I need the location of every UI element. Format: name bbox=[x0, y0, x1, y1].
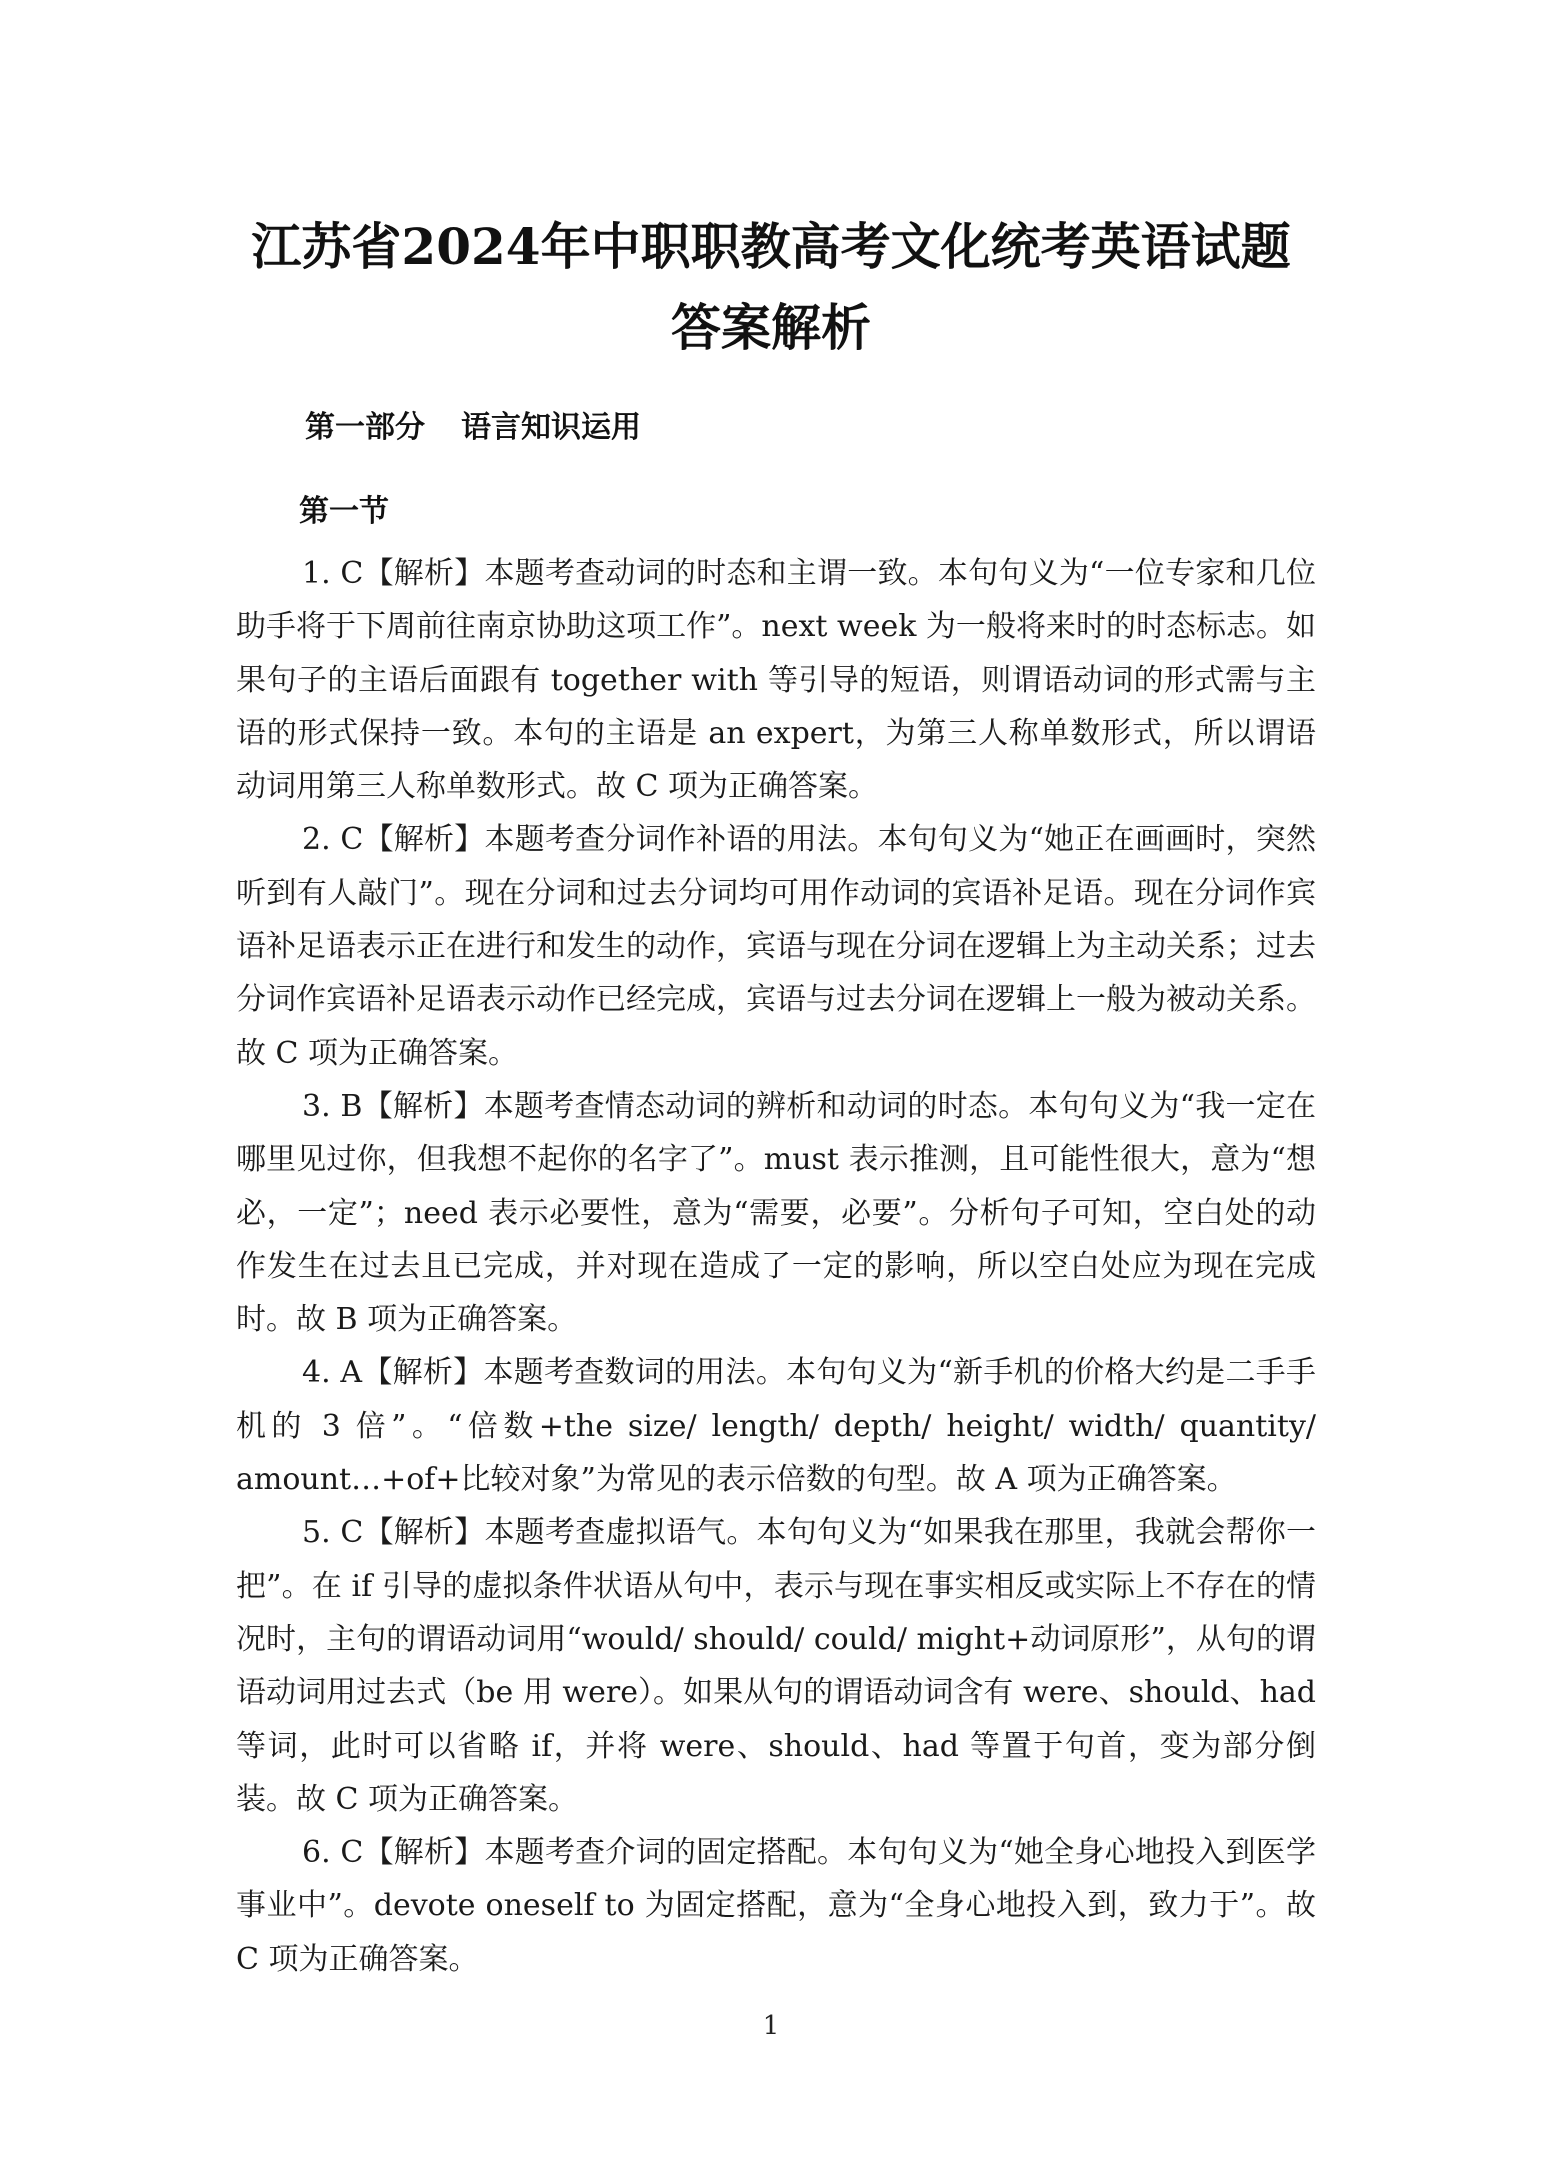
document-title: 江苏省2024年中职职教高考文化统考英语试题 bbox=[251, 217, 1291, 276]
part-heading bbox=[305, 408, 641, 448]
answer-item-5: 5. C【解析】本题考查虚拟语气。本句句义为“如果我在那里，我就会帮你一把”。在 if 引导的虚拟条件状语从句中，表示与现在事实相反或实际上不存在的情况时，主句的谓语动词用“would/ should/ could/ might+动词原形”，从句的谓语动词用过去式（be 用 were）。如果从句的谓语动词含有 were、should、had 等词，此时可以省略 if，并将 were、should、had 等置于句首，变为部分倒装。故 C 项为正确答案。 bbox=[236, 1515, 1316, 1817]
section-heading: 第一节 bbox=[299, 494, 389, 529]
answer-item-2: 2. C【解析】本题考查分词作补语的用法。本句句义为“她正在画画时，突然听到有人敲门”。现在分词和过去分词均可用作动词的宾语补足语。现在分词作宾语补足语表示正在进行和发生的动作，宾语与现在分词在逻辑上为主动关系；过去分词作宾语补足语表示动作已经完成，宾语与过去分词在逻辑上一般为被动关系。故 C 项为正确答案。 bbox=[236, 822, 1316, 1071]
answer-item-4: 4. A【解析】本题考查数词的用法。本句句义为“新手机的价格大约是二手手机的 3 倍”。“倍数+the size/ length/ depth/ height/ width/ quantity/ amount…+of+比较对象”为常见的表示倍数的句型。故 A 项为正确答案。 bbox=[236, 1355, 1316, 1498]
answer-list bbox=[236, 547, 1316, 1986]
answer-item-6: 6. C【解析】本题考查介词的固定搭配。本句句义为“她全身心地投入到医学事业中”。devote oneself to 为固定搭配，意为“全身心地投入到，致力于”。故 C 项为正确答案。 bbox=[236, 1835, 1316, 1977]
answer-item-3: 3. B【解析】本题考查情态动词的辨析和动词的时态。本句句义为“我一定在哪里见过你，但我想不起你的名字了”。must 表示推测，且可能性很大，意为“想必，一定”；need 表示必要性，意为“需要，必要”。分析句子可知，空白处的动作发生在过去且已完成，并对现在造成了一定的影响，所以空白处应为现在完成时。故 B 项为正确答案。 bbox=[236, 1088, 1316, 1338]
part-name: 语言知识运用 bbox=[461, 410, 641, 445]
answer-item-1: 1. C【解析】本题考查动词的时态和主谓一致。本句句义为“一位专家和几位助手将于下周前往南京协助这项工作”。next week 为一般将来时的时态标志。如果句子的主语后面跟有 together with 等引导的短语，则谓语动词的形式需与主语的形式保持一致。本句的主语是 an expert，为第三人称单数形式，所以谓语动词用第三人称单数形式。故 C 项为正确答案。 bbox=[236, 556, 1316, 805]
part-label: 第一部分 bbox=[305, 410, 425, 445]
document-subtitle: 答案解析 bbox=[671, 298, 871, 357]
page-number: 1 bbox=[762, 2011, 780, 2041]
